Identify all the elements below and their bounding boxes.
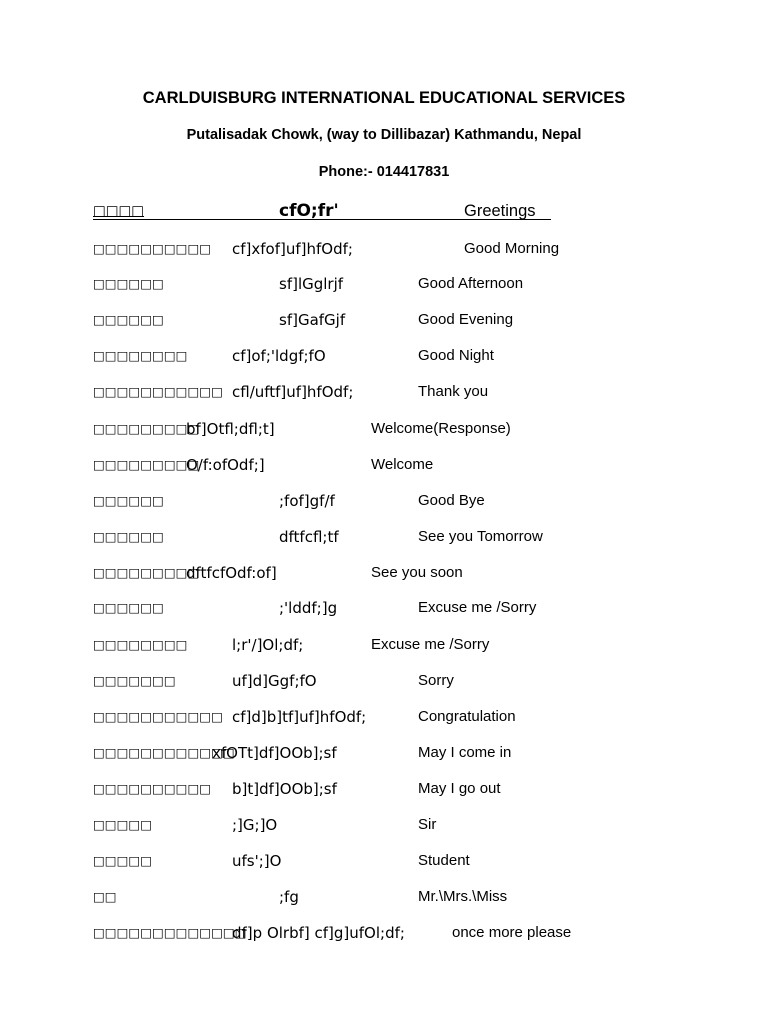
col2-cell: uf]d]Ggf;fO	[232, 672, 317, 690]
col2-cell: cf]xfof]uf]hfOdf;	[232, 240, 353, 258]
col1-cell: □□□□□□□□	[93, 637, 188, 652]
col1-cell: □□□□□□□□□□□□□	[93, 925, 247, 940]
table-row	[0, 345, 768, 369]
col2-cell: ;fg	[279, 888, 299, 906]
col2-cell: O/f:ofOdf;]	[186, 456, 265, 474]
col3-cell: Student	[418, 852, 470, 869]
header-col1: □□□□	[93, 203, 145, 219]
col1-cell: □□□□□□□□□□	[93, 241, 212, 256]
table-row	[0, 381, 768, 405]
table-row	[0, 238, 768, 262]
col1-cell: □□□□□□	[93, 493, 164, 508]
col2-cell: df]p Olrbf] cf]g]ufOl;df;	[232, 924, 405, 942]
col3-cell: once more please	[452, 924, 572, 941]
col3-cell: See you soon	[371, 564, 463, 581]
col1-cell: □□□□□□	[93, 600, 164, 615]
table-row	[0, 922, 768, 946]
col1-cell: □□□□□	[93, 817, 153, 832]
col2-cell: ;]G;]O	[232, 816, 278, 834]
col1-cell: □□□□□□□□□	[93, 457, 200, 472]
table-row	[0, 454, 768, 478]
header-col2: cfO;fr'	[279, 201, 339, 221]
col3-cell: May I go out	[418, 780, 501, 797]
table-row	[0, 850, 768, 874]
col2-cell: cfl/uftf]uf]hfOdf;	[232, 383, 354, 401]
table-header-row	[0, 200, 768, 224]
col1-cell: □□□□□□□□□□□□	[93, 745, 235, 760]
col1-cell: □□□□□□	[93, 529, 164, 544]
col3-cell: Sir	[418, 816, 437, 833]
col2-cell: sf]lGglrjf	[279, 275, 344, 293]
table-row	[0, 886, 768, 910]
col3-cell: Good Morning	[464, 240, 560, 257]
col2-cell: xfOTt]df]OOb];sf	[212, 744, 337, 762]
table-row	[0, 778, 768, 802]
col3-cell: Good Bye	[418, 492, 485, 509]
col3-cell: Sorry	[418, 672, 454, 689]
col1-cell: □□□□□	[93, 853, 153, 868]
table-row	[0, 309, 768, 333]
col2-cell: cf]of;'ldgf;fO	[232, 347, 326, 365]
table-row	[0, 273, 768, 297]
col3-cell: Thank you	[418, 383, 489, 400]
col2-cell: cf]d]b]tf]uf]hfOdf;	[232, 708, 367, 726]
table-row	[0, 706, 768, 730]
table-row	[0, 742, 768, 766]
col3-cell: Good Evening	[418, 311, 514, 328]
col1-cell: □□□□□□□□□□	[93, 781, 212, 796]
col1-cell: □□□□□□□□□	[93, 565, 200, 580]
table-row	[0, 597, 768, 621]
col3-cell: Good Afternoon	[418, 275, 524, 292]
table-row	[0, 670, 768, 694]
table-row	[0, 814, 768, 838]
header-underline	[93, 219, 551, 220]
col1-cell: □□□□□□	[93, 312, 164, 327]
document-title: CARLDUISBURG INTERNATIONAL EDUCATIONAL SERVICES	[142, 89, 626, 107]
col2-cell: b]t]df]OOb];sf	[232, 780, 337, 798]
col3-cell: See you Tomorrow	[418, 528, 543, 545]
col3-cell: Congratulation	[418, 708, 516, 725]
col2-cell: ;'lddf;]g	[279, 599, 338, 617]
table-row	[0, 634, 768, 658]
col1-cell: □□□□□□□□□□□	[93, 709, 223, 724]
col2-cell: dftfcfl;tf	[279, 528, 339, 546]
col2-cell: ;fof]gf/f	[279, 492, 335, 510]
col3-cell: Welcome	[371, 456, 434, 473]
col1-cell: □□□□□□□□□	[93, 421, 200, 436]
table-row	[0, 490, 768, 514]
col1-cell: □□□□□□□	[93, 673, 176, 688]
col2-cell: bf]Otfl;dfl;t]	[186, 420, 275, 438]
table-row	[0, 418, 768, 442]
col3-cell: Good Night	[418, 347, 494, 364]
table-row	[0, 526, 768, 550]
col3-cell: Welcome(Response)	[371, 420, 511, 437]
table-row	[0, 562, 768, 586]
col2-cell: l;r'/]Ol;df;	[232, 636, 304, 654]
phone-line: Phone:- 014417831	[318, 164, 450, 180]
col2-cell: ufs';]O	[232, 852, 282, 870]
col3-cell: Mr.\Mrs.\Miss	[418, 888, 508, 905]
col2-cell: sf]GafGjf	[279, 311, 346, 329]
address-line: Putalisadak Chowk, (way to Dillibazar) Kathmandu, Nepal	[186, 127, 582, 143]
col3-cell: Excuse me /Sorry	[371, 636, 490, 653]
col3-cell: May I come in	[418, 744, 512, 761]
col1-cell: □□	[93, 889, 117, 904]
col2-cell: dftfcfOdf:of]	[186, 564, 277, 582]
col1-cell: □□□□□□□□	[93, 348, 188, 363]
header-col3: Greetings	[464, 202, 536, 220]
col3-cell: Excuse me /Sorry	[418, 599, 537, 616]
col1-cell: □□□□□□□□□□□	[93, 384, 223, 399]
col1-cell: □□□□□□	[93, 276, 164, 291]
